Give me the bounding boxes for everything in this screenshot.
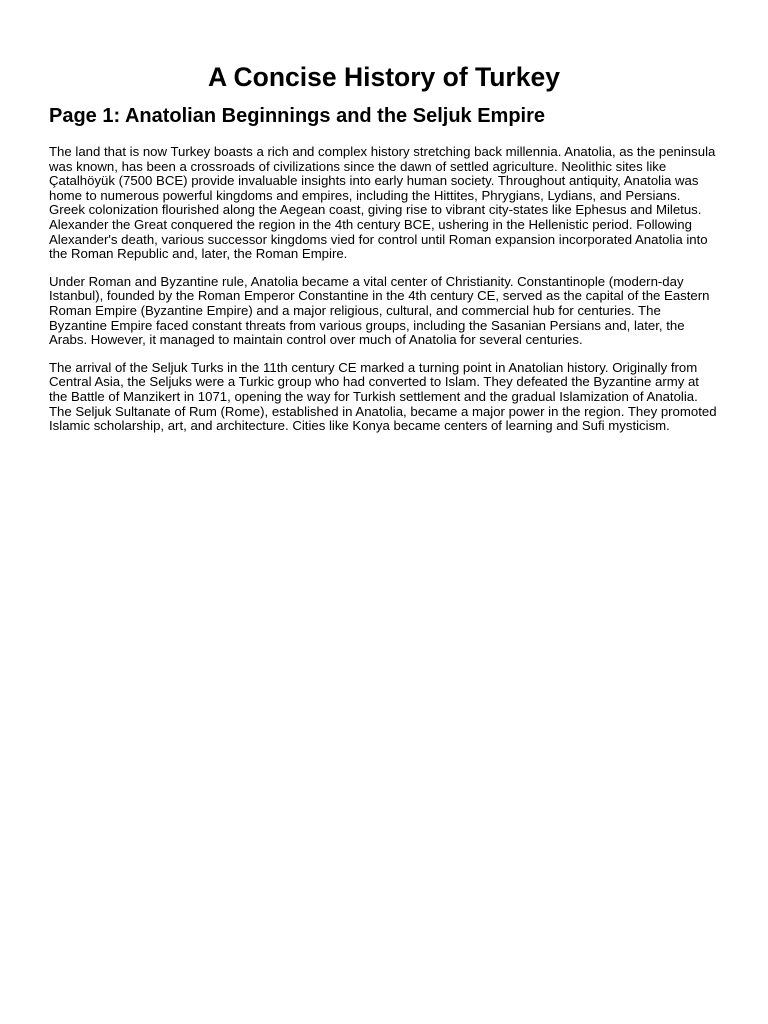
section-heading: Page 1: Anatolian Beginnings and the Seljuk Empire [49, 105, 546, 127]
document-page [49, 60, 719, 434]
paragraph-anatolian-beginnings: The land that is now Turkey boasts a rich and complex history stretching back millennia. Anatolia, as the peninsula was known, has been a crossroads of civilizations since the dawn of settled agriculture. Neolithic sites like Çatalhöyük (7500 BCE) provide invaluable insights into early human society. Throughout antiquity, Anatolia was home to numerous powerful kingdoms and empires, including the Hittites, Phrygians, Lydians, and Persians. Greek colonization flourished along the Aegean coast, giving rise to vibrant city-states like Ephesus and Miletus. Alexander the Great conquered the region in the 4th century BCE, ushering in the Hellenistic period. Following Alexander's death, various successor kingdoms vied for control until Roman expansion incorporated Anatolia into the Roman Republic and, later, the Roman Empire. [49, 144, 716, 262]
paragraph-seljuk: The arrival of the Seljuk Turks in the 11th century CE marked a turning point in Anatolian history. Originally from Central Asia, the Seljuks were a Turkic group who had converted to Islam. They defeated the Byzantine army at the Battle of Manzikert in 1071, opening the way for Turkish settlement and the gradual Islamization of Anatolia. The Seljuk Sultanate of Rum (Rome), established in Anatolia, became a major power in the region. They promoted Islamic scholarship, art, and architecture. Cities like Konya became centers of learning and Sufi mysticism. [49, 359, 717, 434]
paragraph-roman-byzantine: Under Roman and Byzantine rule, Anatolia became a vital center of Christianity. Constantinople (modern-day Istanbul), founded by the Roman Emperor Constantine in the 4th century CE, served as the capital of the Eastern Roman Empire (Byzantine Empire) and a major religious, cultural, and commercial hub for centuries. The Byzantine Empire faced constant threats from various groups, including the Sasanian Persians and, later, the Arabs. However, it managed to maintain control over much of Anatolia for several centuries. [49, 273, 710, 348]
page-title: A Concise History of Turkey [208, 62, 560, 92]
